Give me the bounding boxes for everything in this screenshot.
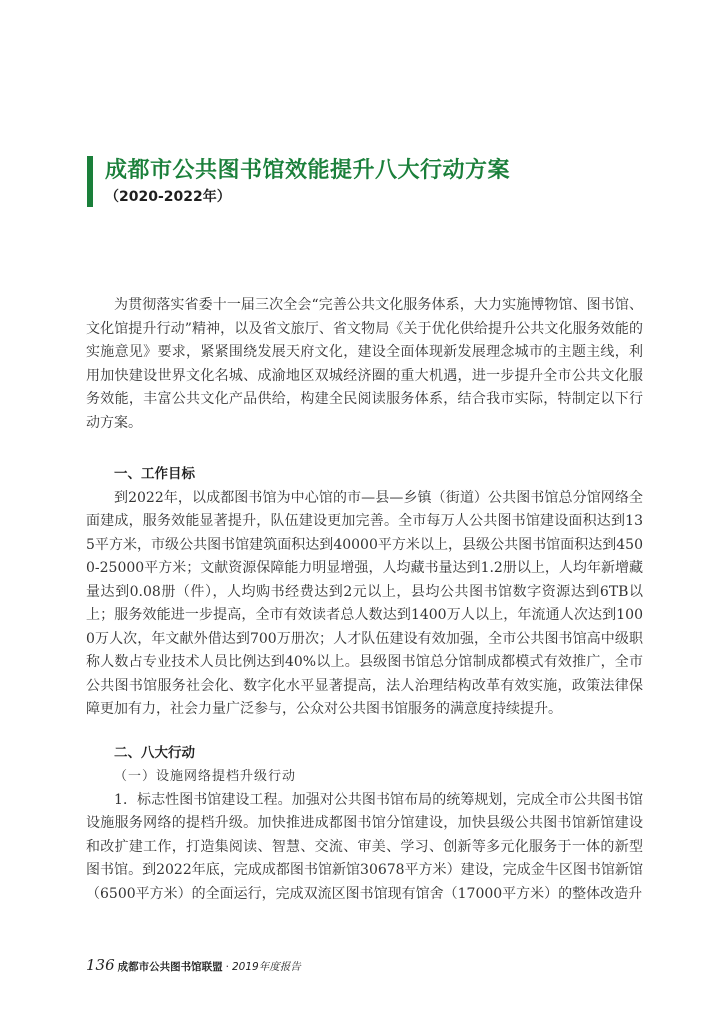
actions-paragraph: 1．标志性图书馆建设工程。加强对公共图书馆布局的统筹规划，完成全市公共图书馆设施服务网络的提档升级。加快推进成都图书馆分馆建设，加快县级公共图书馆新馆建设和改扩建工作，打造集阅读、智慧、交流、审美、学习、创新等多元化服务于一体的新型图书馆。到2022年底，完成成都图书馆新馆30678平方米）建设，完成金牛区图书馆新馆（6500平方米）的全面运行，完成双流区图书馆现有馆舍（17000平方米）的整体改造升 — [86, 791, 643, 902]
footer-publication: 成都市公共图书馆联盟 — [117, 961, 223, 973]
document-body — [86, 294, 643, 906]
subsection-heading: （一）设施网络提档升级行动 — [114, 769, 297, 784]
footer-separator: · — [225, 961, 229, 973]
section-heading-goals: 一、工作目标 — [114, 466, 195, 482]
page-footer — [86, 956, 301, 974]
page-subtitle: （2020-2022年） — [105, 189, 231, 205]
goals-paragraph: 到2022年，以成都图书馆为中心馆的市—县—乡镇（街道）公共图书馆总分馆网络全面建成，服务效能显著提升，队伍建设更加完善。全市每万人公共图书馆建设面积达到135平方米，市级公共图书馆建筑面积达到40000平方米以上，县级公共图书馆面积达到4500-25000平方米；文献资源保障能力明显增强，人均藏书量达到1.2册以上，人均年新增藏量达到0.08册（件），人均购书经费达到2元以上，县均公共图书馆数字资源达到6TB以上；服务效能进一步提高，全市有效读者总人数达到1400万人以上，年流通人次达到1000万人次，年文献外借达到700万册次；人才队伍建设有效加强，全市公共图书馆高中级职称人数占专业技术人员比例达到40%以上。县级图书馆总分馆制成都模式有效推广，全市公共图书馆服务社会化、数字化水平显著提高，法人治理结构改革有效实施，政策法律保障更加有力，社会力量广泛参与，公众对公共图书馆服务的满意度持续提升。 — [86, 489, 643, 717]
spacer — [86, 435, 643, 463]
footer-report: 2019年度报告 — [231, 961, 301, 973]
title-block — [87, 156, 510, 207]
spacer — [86, 722, 643, 742]
section-heading-actions: 二、八大行动 — [114, 744, 195, 761]
page-title: 成都市公共图书馆效能提升八大行动方案 — [105, 158, 511, 183]
intro-paragraph: 为贯彻落实省委十一届三次全会“完善公共文化服务体系，大力实施博物馆、图书馆、文化馆提升行动”精神，以及省文旅厅、省文物局《关于优化供给提升公共文化服务效能的实施意见》要求，紧紧围绕发展天府文化，建设全面体现新发展理念城市的主题主线，利用加快建设世界文化名城、成渝地区双城经济圈的重大机遇，进一步提升全市公共文化服务效能，丰富公共文化产品供给，构建全民阅读服务体系，结合我市实际，特制定以下行动方案。 — [86, 297, 643, 431]
page-number: 136 — [86, 956, 115, 974]
